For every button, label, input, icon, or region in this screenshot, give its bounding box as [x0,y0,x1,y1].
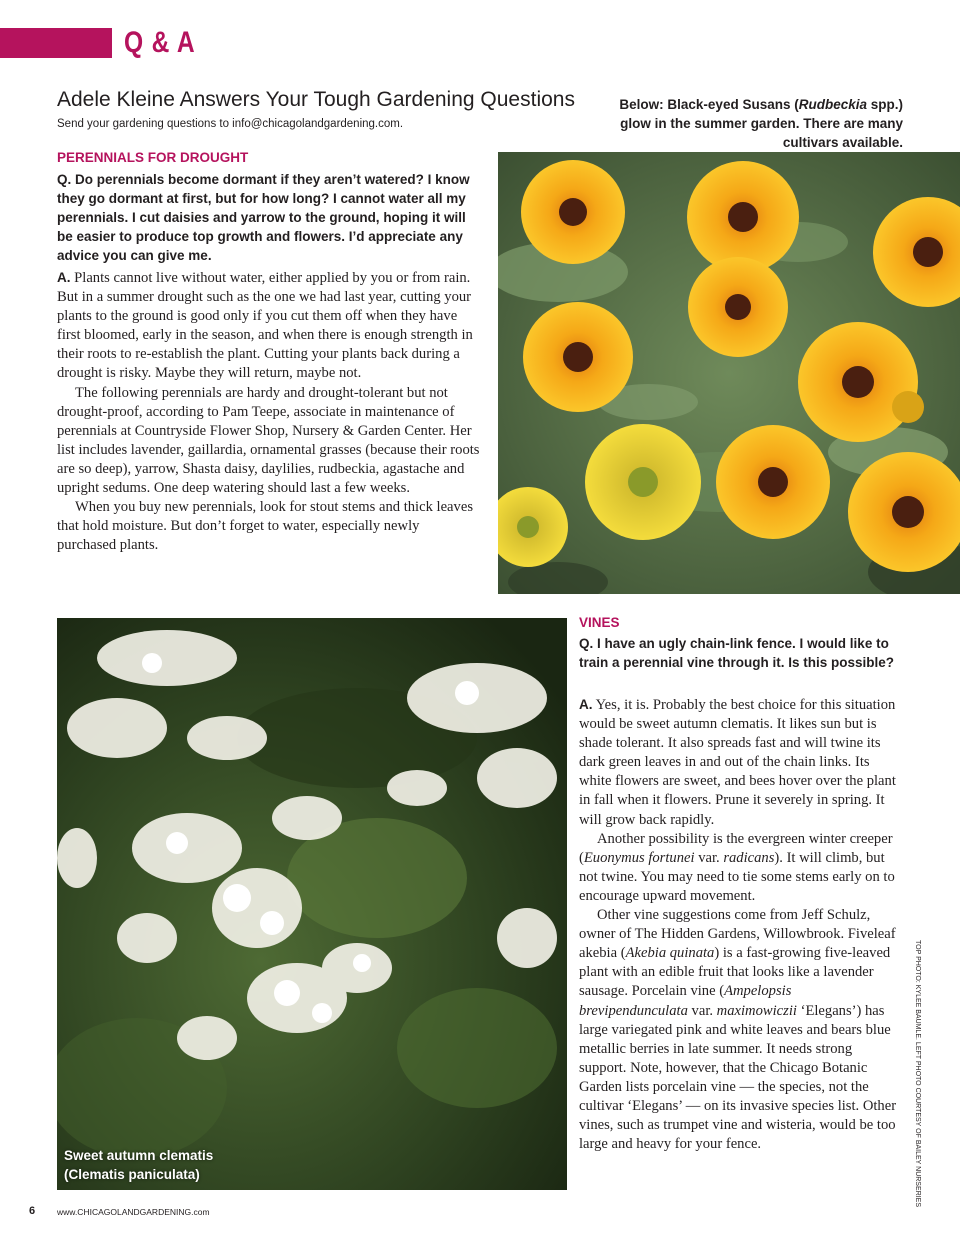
photo-credit: TOP PHOTO: KYLEE BAUMLE. LEFT PHOTO COURTESY OF BAILEY NURSERIES [914,940,921,1207]
section-label: Q & A [124,26,196,59]
photo-sweet-autumn-clematis [57,618,567,1190]
drought-answer [57,268,481,555]
vines-question: Q. I have an ugly chain-link fence. I would like to train a perennial vine through it. Is this possible? [579,636,895,670]
footer-url[interactable]: www.CHICAGOLANDGARDENING.com [57,1207,210,1217]
drought-question: Q. Do perennials become dormant if they aren’t watered? I know they go dormant at first, but for how long? I cannot water all my perennials. I cut daisies and yarrow to the ground, hoping it will be easier to produce top growth and flowers. I’d appreciate any advice you can give me. [57,172,470,263]
page-number: 6 [29,1205,36,1217]
vines-answer [579,695,897,1154]
drought-heading: PERENNIALS FOR DROUGHT [57,150,249,165]
vines-answer-p1: A. Yes, it is. Probably the best choice for this situation would be sweet autumn clematis. It likes sun but is shade tolerant. It also spreads fast and will twine its dark green leaves in and out of the chain links. Its white flowers are sweet, and bees hover over the plant in fall when it flowers. Prune it severely in spring. It will grow back rapidly. [579,697,896,828]
photo-caption-clematis: Sweet autumn clematis (Clematis paniculata) [64,1148,214,1182]
answer-lead: A. [579,697,593,712]
vines-answer-p2: Another possibility is the evergreen winter creeper (Euonymus fortunei var. radicans). It will climb, but not twine. You may need to tie some stems early on to encourage upward movement. [579,830,895,904]
answer-lead: A. [57,270,71,285]
section-header [0,28,960,58]
vines-answer-p3: Other vine suggestions come from Jeff Schulz, owner of The Hidden Gardens, Willowbrook. Fiveleaf akebia (Akebia quinata) is a fast-growing five-leaved plant with an edible fruit that looks like a lavender sausage. Porcelain vine (Ampelopsis brevipendunculata var. maximowiczii ‘Elegans’) has large variegated pink and white leaves and bears blue metallic berries in late summer. It needs strong support. Note, however, that the Chicago Botanic Garden lists porcelain vine — the species, not the cultivar ‘Elegans’ — on its invasive species list. Other vines, such as trumpet vine and wisteria, would be too large and heavy for your fence. [579,907,897,1153]
drought-answer-p3: When you buy new perennials, look for stout stems and thick leaves that hold moisture. But don’t forget to water, especially newly purchased plants. [57,499,473,554]
drought-answer-p1: A. Plants cannot live without water, either applied by you or from rain. But in a summer drought such as the one we had last year, cutting your plants to the ground is good only if you cut them off when they have first bloomed, early in the season, and when there is enough strength in their roots to re-establish the plant. Cutting your plants back during a drought is risky. Maybe they will return, maybe not. [57,270,473,382]
vines-heading: VINES [579,615,620,630]
page-title: Adele Kleine Answers Your Tough Gardening Questions [57,88,575,111]
photo-caption-susans: Below: Black-eyed Susans (Rudbeckia spp.) glow in the summer garden. There are many cultivars available. [619,97,903,150]
page-subtitle: Send your gardening questions to info@chicagolandgardening.com. [57,118,404,130]
photo-black-eyed-susans [498,152,960,594]
drought-answer-p2: The following perennials are hardy and drought-tolerant but not drought-proof, according to Pam Teepe, associate in maintenance of perennials at Countryside Flower Shop, Nursery & Garden Center. Her list includes lavender, gaillardia, ornamental grasses (because their roots are so deep), yarrow, Shasta daisy, daylilies, rudbeckia, agastache and upright sedums. One deep watering should last a few weeks. [57,384,480,497]
header-accent-bar [0,28,112,58]
